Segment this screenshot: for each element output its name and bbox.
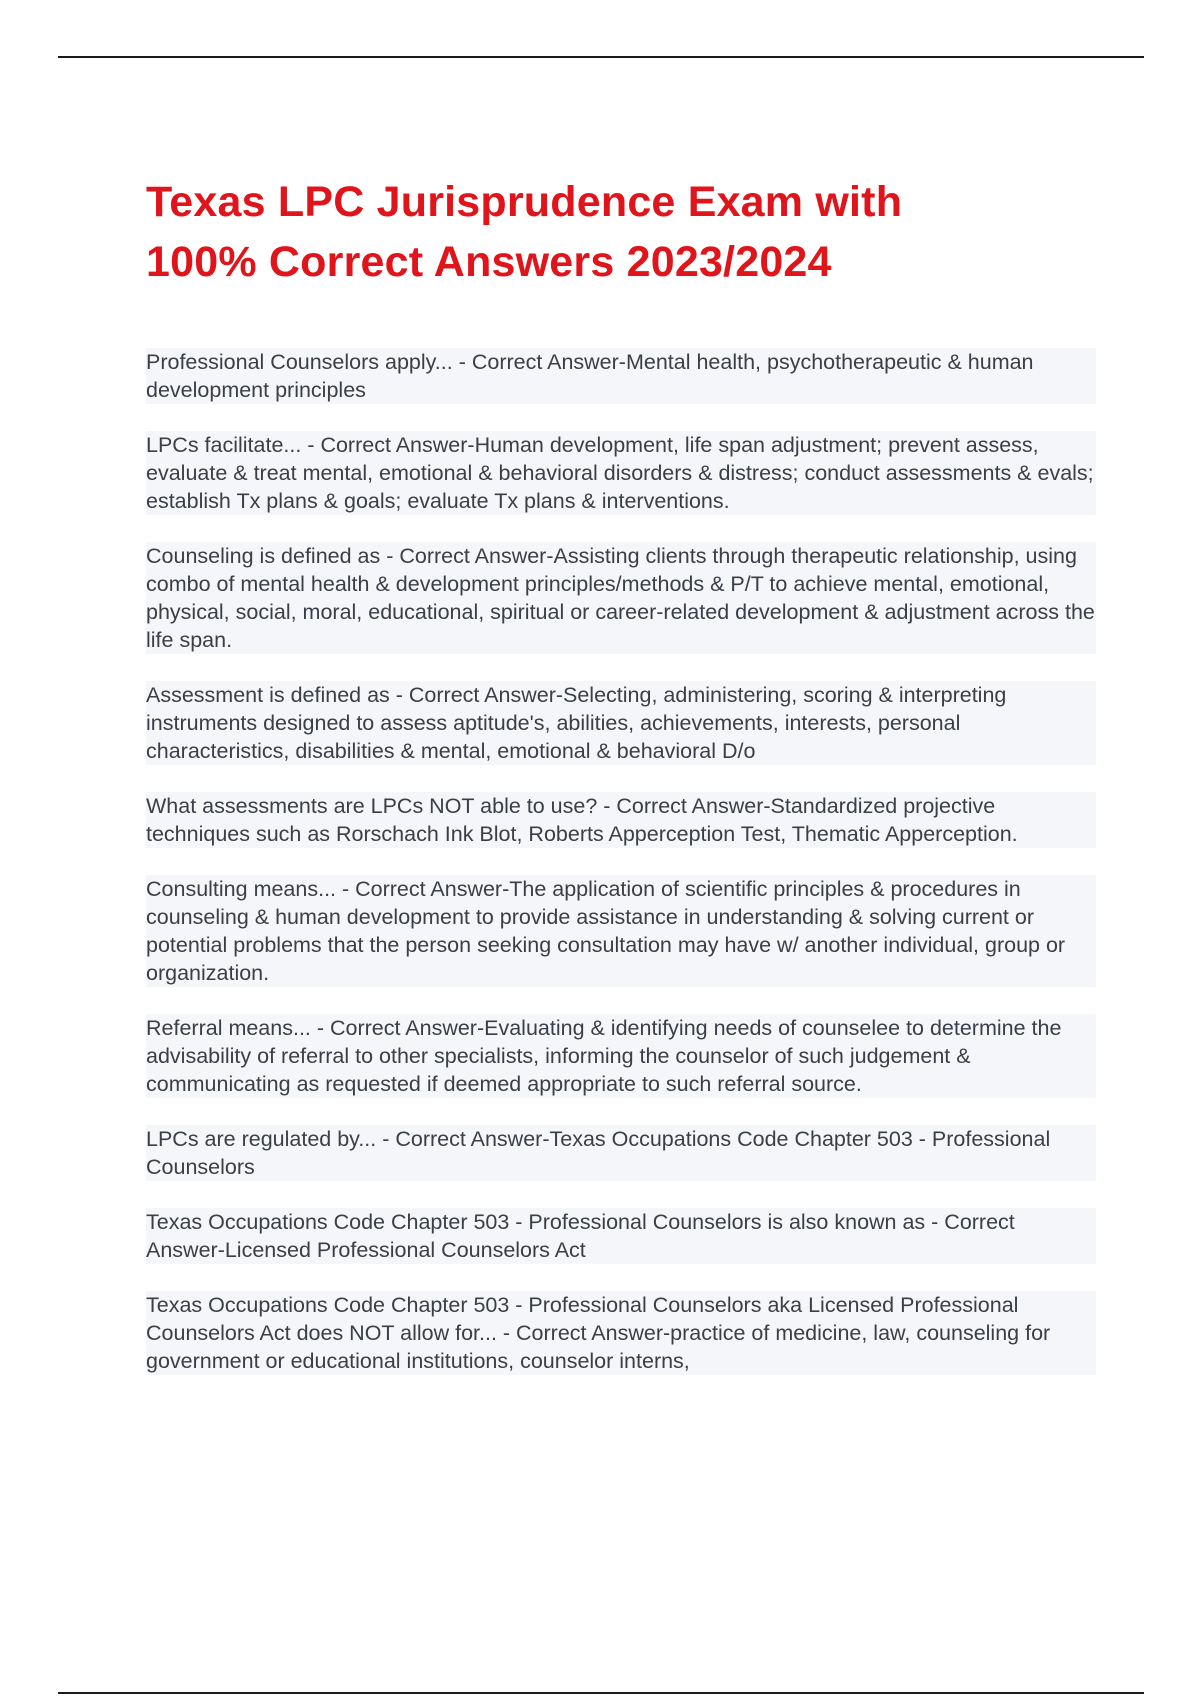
qa-list <box>146 348 1096 1375</box>
title-line-1: Texas LPC Jurisprudence Exam with <box>146 178 903 226</box>
title-line-2: 100% Correct Answers 2023/2024 <box>146 238 832 286</box>
qa-item-10: Texas Occupations Code Chapter 503 - Professional Counselors aka Licensed Professional Counselors Act does NOT allow for... - Correct Answer-practice of medicine, law, counseling for government or educational institutions, counselor interns, <box>146 1291 1096 1375</box>
document-title <box>146 172 1096 292</box>
bottom-divider <box>58 1692 1144 1694</box>
qa-item-1: Professional Counselors apply... - Correct Answer-Mental health, psychotherapeutic & human development principles <box>146 348 1096 404</box>
qa-item-8: LPCs are regulated by... - Correct Answer-Texas Occupations Code Chapter 503 - Professional Counselors <box>146 1125 1096 1181</box>
qa-item-4: Assessment is defined as - Correct Answer-Selecting, administering, scoring & interpreting instruments designed to assess aptitude's, abilities, achievements, interests, personal characteristics, disabilities & mental, emotional & behavioral D/o <box>146 681 1096 765</box>
qa-item-6: Consulting means... - Correct Answer-The application of scientific principles & procedures in counseling & human development to provide assistance in understanding & solving current or potential problems that the person seeking consultation may have w/ another individual, group or organization. <box>146 875 1096 987</box>
qa-item-3: Counseling is defined as - Correct Answer-Assisting clients through therapeutic relationship, using combo of mental health & development principles/methods & P/T to achieve mental, emotional, physical, social, moral, educational, spiritual or career-related development & adjustment across the life span. <box>146 544 1095 652</box>
document-body <box>146 172 1096 1402</box>
qa-item-5: What assessments are LPCs NOT able to use? - Correct Answer-Standardized projective techniques such as Rorschach Ink Blot, Roberts Apperception Test, Thematic Apperception. <box>146 792 1096 848</box>
top-divider <box>58 56 1144 58</box>
qa-item-7: Referral means... - Correct Answer-Evaluating & identifying needs of counselee to determine the advisability of referral to other specialists, informing the counselor of such judgement & communicating as requested if deemed appropriate to such referral source. <box>146 1014 1096 1098</box>
qa-item-9: Texas Occupations Code Chapter 503 - Professional Counselors is also known as - Correct Answer-Licensed Professional Counselors Act <box>146 1208 1096 1264</box>
qa-item-2: LPCs facilitate... - Correct Answer-Human development, life span adjustment; prevent assess, evaluate & treat mental, emotional & behavioral disorders & distress; conduct assessments & evals; establish Tx plans & goals; evaluate Tx plans & interventions. <box>146 431 1096 515</box>
